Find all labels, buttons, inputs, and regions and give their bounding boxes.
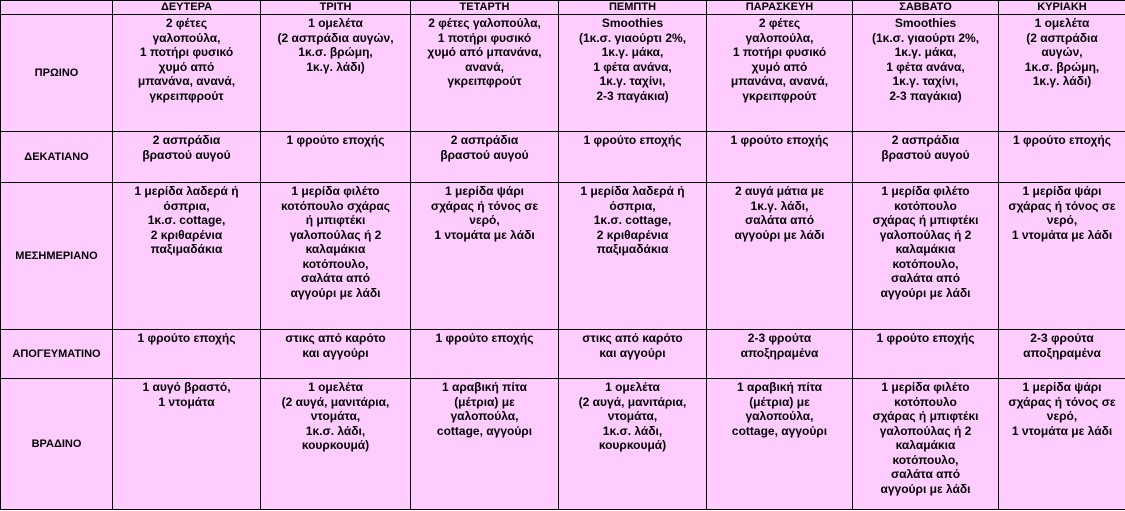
meal-cell: 1 αραβική πίτα (μέτρια) με γαλοπούλα, cottage, αγγούρι — [707, 379, 853, 510]
meal-cell: 2 φέτες γαλοπούλα, 1 ποτήρι φυσικό χυμό από μπανάνα, ανανά, γκρειπφρούτ — [113, 15, 261, 132]
header-row — [1, 1, 1125, 15]
meal-cell: Smoothies (1κ.σ. γιαούρτι 2%, 1κ.γ. μάκα, 1 φέτα ανάνα, 1κ.γ. ταχίνι, 2-3 παγάκια) — [853, 15, 999, 132]
meal-cell: 1 ομελέτα (2 αυγά, μανιτάρια, ντομάτα, 1κ.σ. λάδι, κουρκουμά) — [261, 379, 411, 510]
meal-cell: 1 ομελέτα (2 ασπράδια αυγών, 1κ.σ. βρώμη, 1κ.γ. λάδι) — [261, 15, 411, 132]
meal-row-afternoon-snack — [1, 330, 1125, 379]
meal-cell: 1 μερίδα φιλέτο κοτόπουλο σχάρας ή μπιφτέκι γαλοπούλας ή 2 καλαμάκια κοτόπουλο, σαλάτα από αγγούρι με λάδι — [261, 183, 411, 330]
meal-label-lunch: ΜΕΣΗΜΕΡΙΑΝΟ — [1, 183, 113, 330]
meal-label-afternoon-snack: ΑΠΟΓΕΥΜΑΤΙΝΟ — [1, 330, 113, 379]
meal-cell: 1 μερίδα λαδερά ή όσπρια, 1κ.σ. cottage, 2 κριθαρένια παξιμαδάκια — [113, 183, 261, 330]
meal-cell: Smoothies (1κ.σ. γιαούρτι 2%, 1κ.γ. μάκα, 1 φέτα ανάνα, 1κ.γ. ταχίνι, 2-3 παγάκια) — [559, 15, 707, 132]
day-header-wednesday: ΤΕΤΑΡΤΗ — [411, 1, 559, 15]
meal-cell: 1 φρούτο εποχής — [113, 330, 261, 379]
day-header-thursday: ΠΕΜΠΤΗ — [559, 1, 707, 15]
meal-cell: 2-3 φρούτα αποξηραμένα — [707, 330, 853, 379]
meal-cell: 2 αυγά μάτια με 1κ.γ. λάδι, σαλάτα από αγγούρι με λάδι — [707, 183, 853, 330]
meal-cell: 1 μερίδα ψάρι σχάρας ή τόνος σε νερό, 1 ντομάτα με λάδι — [999, 183, 1125, 330]
day-header-monday: ΔΕΥΤΕΡΑ — [113, 1, 261, 15]
meal-cell: στικς από καρότο και αγγούρι — [261, 330, 411, 379]
meal-row-breakfast — [1, 15, 1125, 132]
meal-label-morning-snack: ΔΕΚΑΤΙΑΝΟ — [1, 132, 113, 183]
meal-cell: 2 φέτες γαλοπούλα, 1 ποτήρι φυσικό χυμό από μπανάνα, ανανά, γκρειπφρούτ — [411, 15, 559, 132]
meal-cell: 1 μερίδα φιλέτο κοτόπουλο σχάρας ή μπιφτέκι γαλοπούλας ή 2 καλαμάκια κοτόπουλο, σαλάτα από αγγούρι με λάδι — [853, 379, 999, 510]
meal-cell: 1 φρούτο εποχής — [559, 132, 707, 183]
meal-cell: 1 μερίδα φιλέτο κοτόπουλο σχάρας ή μπιφτέκι γαλοπούλας ή 2 καλαμάκια κοτόπουλο, σαλάτα από αγγούρι με λάδι — [853, 183, 999, 330]
day-header-tuesday: ΤΡΙΤΗ — [261, 1, 411, 15]
meal-cell: 2 ασπράδια βραστού αυγού — [113, 132, 261, 183]
day-header-saturday: ΣΑΒΒΑΤΟ — [853, 1, 999, 15]
meal-cell: 1 ομελέτα (2 ασπράδια αυγών, 1κ.σ. βρώμη, 1κ.γ. λάδι) — [999, 15, 1125, 132]
meal-cell: 1 αυγό βραστό, 1 ντομάτα — [113, 379, 261, 510]
meal-cell: 1 ομελέτα (2 αυγά, μανιτάρια, ντομάτα, 1κ.σ. λάδι, κουρκουμά) — [559, 379, 707, 510]
meal-row-morning-snack — [1, 132, 1125, 183]
meal-cell: 1 μερίδα ψάρι σχάρας ή τόνος σε νερό, 1 ντομάτα με λάδι — [999, 379, 1125, 510]
meal-cell: 2-3 φρούτα αποξηραμένα — [999, 330, 1125, 379]
meal-cell: 1 φρούτο εποχής — [411, 330, 559, 379]
day-header-sunday: ΚΥΡΙΑΚΗ — [999, 1, 1125, 15]
meal-cell: 1 φρούτο εποχής — [261, 132, 411, 183]
meal-cell: 1 μερίδα ψάρι σχάρας ή τόνος σε νερό, 1 ντομάτα με λάδι — [411, 183, 559, 330]
meal-cell: 1 αραβική πίτα (μέτρια) με γαλοπούλα, cottage, αγγούρι — [411, 379, 559, 510]
meal-label-dinner: ΒΡΑΔΙΝΟ — [1, 379, 113, 510]
meal-row-dinner — [1, 379, 1125, 510]
meal-cell: 1 φρούτο εποχής — [999, 132, 1125, 183]
meal-cell: 2 ασπράδια βραστού αυγού — [411, 132, 559, 183]
meal-cell: 1 φρούτο εποχής — [707, 132, 853, 183]
meal-cell: 2 ασπράδια βραστού αυγού — [853, 132, 999, 183]
meal-cell: 1 φρούτο εποχής — [853, 330, 999, 379]
meal-label-breakfast: ΠΡΩΙΝΟ — [1, 15, 113, 132]
day-header-friday: ΠΑΡΑΣΚΕΥΗ — [707, 1, 853, 15]
corner-cell — [1, 1, 113, 15]
meal-cell: 1 μερίδα λαδερά ή όσπρια, 1κ.σ. cottage, 2 κριθαρένια παξιμαδάκια — [559, 183, 707, 330]
meal-cell: 2 φέτες γαλοπούλα, 1 ποτήρι φυσικό χυμό από μπανάνα, ανανά, γκρειπφρούτ — [707, 15, 853, 132]
meal-row-lunch — [1, 183, 1125, 330]
meal-cell: στικς από καρότο και αγγούρι — [559, 330, 707, 379]
